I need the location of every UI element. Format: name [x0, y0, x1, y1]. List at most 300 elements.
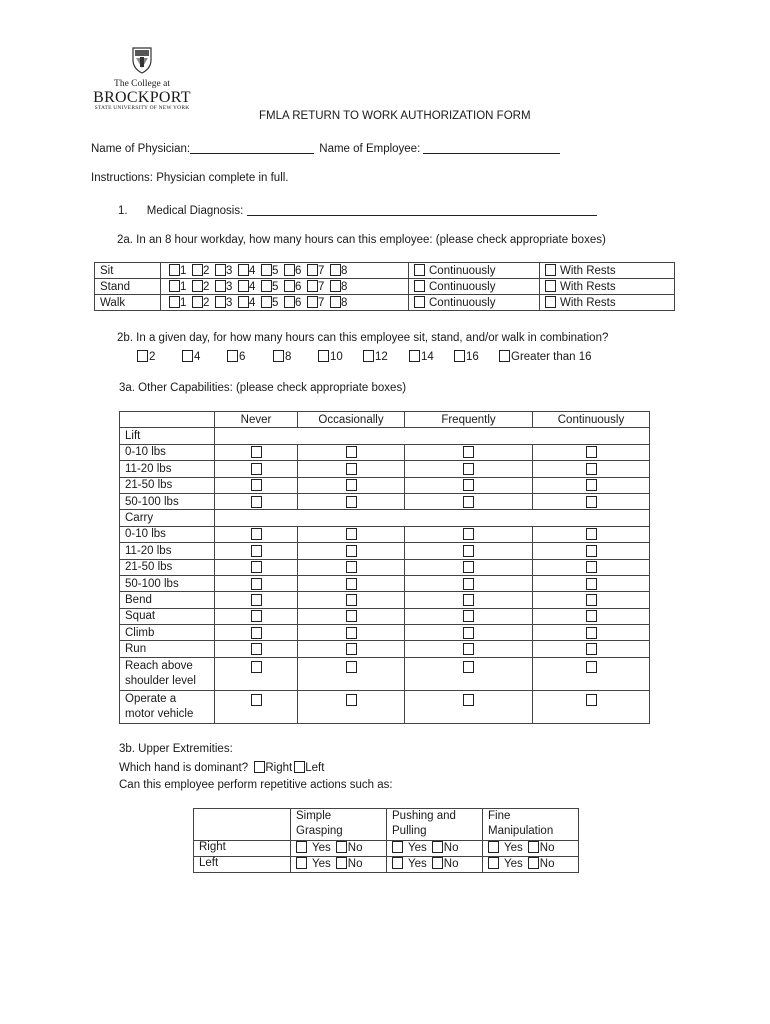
capability-row — [120, 543, 650, 559]
yes-no-cell — [291, 857, 387, 873]
capability-cell — [215, 641, 298, 657]
capability-cell — [533, 559, 650, 575]
hours-options — [161, 279, 409, 295]
capability-cell — [405, 444, 533, 460]
capability-checkbox[interactable] — [251, 463, 262, 475]
col-pushing-pulling — [387, 809, 483, 841]
combined-hours-option — [454, 350, 479, 363]
no-label: No — [539, 842, 555, 854]
hour-checkbox[interactable] — [330, 280, 341, 292]
capability-label: 21-50 lbs — [120, 559, 215, 575]
repetitive-row-label: Left — [194, 857, 291, 873]
capability-cell — [298, 526, 405, 542]
capability-cell — [298, 641, 405, 657]
capability-label: Bend — [120, 592, 215, 608]
capability-cell — [298, 657, 405, 690]
capability-checkbox[interactable] — [586, 479, 597, 491]
hour-checkbox[interactable] — [261, 264, 272, 276]
no-checkbox[interactable] — [528, 857, 539, 869]
hour-checkbox[interactable] — [330, 296, 341, 308]
yes-label: Yes — [312, 842, 331, 854]
continuously-checkbox[interactable] — [414, 280, 425, 292]
capability-cell — [533, 477, 650, 493]
capability-cell — [533, 461, 650, 477]
hour-label: 3 — [226, 281, 233, 293]
capability-checkbox[interactable] — [251, 578, 262, 590]
hour-label: 2 — [203, 297, 210, 309]
hour-checkbox[interactable] — [261, 280, 272, 292]
hour-checkbox[interactable] — [261, 296, 272, 308]
capability-row — [120, 493, 650, 509]
capability-checkbox[interactable] — [586, 627, 597, 639]
hours-row-label: Walk — [95, 295, 161, 311]
capability-cell — [215, 526, 298, 542]
capability-checkbox[interactable] — [346, 528, 357, 540]
combined-hours-option — [499, 350, 592, 363]
capability-cell — [533, 657, 650, 690]
capability-checkbox[interactable] — [463, 545, 474, 557]
capability-checkbox[interactable] — [251, 643, 262, 655]
yes-checkbox[interactable] — [488, 857, 499, 869]
capability-label-line1: Reach above — [125, 659, 193, 672]
capability-checkbox[interactable] — [251, 528, 262, 540]
yes-checkbox[interactable] — [488, 841, 499, 853]
combined-hours-option — [227, 350, 245, 363]
yes-label: Yes — [312, 858, 331, 870]
hour-checkbox[interactable] — [238, 296, 249, 308]
capability-cell — [405, 592, 533, 608]
college-logo — [92, 46, 192, 112]
capability-checkbox[interactable] — [346, 661, 357, 673]
dominant-left-label: Left — [305, 762, 325, 774]
with-rests-checkbox[interactable] — [545, 264, 556, 276]
capability-label: Run — [120, 641, 215, 657]
capability-checkbox[interactable] — [346, 643, 357, 655]
hour-label: 5 — [272, 297, 279, 309]
capability-cell — [405, 493, 533, 509]
yes-no-cell — [291, 841, 387, 857]
hour-checkbox[interactable] — [215, 280, 226, 292]
col-continuously: Continuously — [533, 412, 650, 428]
capability-checkbox[interactable] — [463, 661, 474, 673]
dominant-left-checkbox[interactable] — [294, 761, 305, 773]
hour-label: 2 — [203, 281, 210, 293]
hour-checkbox[interactable] — [307, 264, 318, 276]
capability-checkbox[interactable] — [251, 594, 262, 606]
hour-label: 6 — [295, 297, 302, 309]
capability-checkbox[interactable] — [346, 545, 357, 557]
capability-cell — [405, 608, 533, 624]
no-label: No — [443, 842, 459, 854]
hour-label: 5 — [272, 281, 279, 293]
combined-hours-checkbox[interactable] — [137, 350, 148, 362]
capability-checkbox[interactable] — [463, 594, 474, 606]
continuously-label: Continuously — [429, 265, 496, 277]
capability-checkbox[interactable] — [586, 446, 597, 458]
with-rests-cell — [540, 279, 675, 295]
logo-line-3: STATE UNIVERSITY OF NEW YORK — [94, 105, 190, 111]
capability-checkbox[interactable] — [346, 561, 357, 573]
hour-checkbox[interactable] — [284, 296, 295, 308]
repetitive-actions-table — [193, 808, 579, 873]
combined-hours-label: 8 — [285, 351, 292, 363]
capability-row — [120, 461, 650, 477]
capability-cell — [533, 575, 650, 591]
yes-checkbox[interactable] — [392, 857, 403, 869]
capability-cell — [533, 493, 650, 509]
yes-no-cell — [387, 841, 483, 857]
yes-label: Yes — [408, 842, 427, 854]
capability-checkbox[interactable] — [346, 627, 357, 639]
capability-checkbox[interactable] — [586, 496, 597, 508]
hours-row — [95, 263, 675, 279]
yes-checkbox[interactable] — [296, 841, 307, 853]
repetitive-row-label: Right — [194, 841, 291, 857]
hour-label: 7 — [318, 265, 325, 277]
capability-cell — [405, 625, 533, 641]
capability-cell — [405, 477, 533, 493]
yes-checkbox[interactable] — [296, 857, 307, 869]
capability-checkbox[interactable] — [463, 496, 474, 508]
capability-checkbox[interactable] — [586, 594, 597, 606]
employee-name-field[interactable] — [423, 141, 560, 154]
capability-cell — [215, 575, 298, 591]
capability-row — [120, 444, 650, 460]
capability-label: 11-20 lbs — [120, 543, 215, 559]
physician-label: Name of Physician: — [91, 143, 191, 155]
combined-hours-option — [318, 350, 343, 363]
capability-checkbox[interactable] — [346, 446, 357, 458]
capability-checkbox[interactable] — [251, 545, 262, 557]
hour-label: 1 — [180, 297, 187, 309]
capability-checkbox[interactable] — [463, 578, 474, 590]
repetitive-row — [194, 841, 579, 857]
capability-cell — [298, 461, 405, 477]
combined-hours-checkbox[interactable] — [318, 350, 329, 362]
names-row — [91, 141, 560, 155]
col-fine-manipulation-line1: Fine — [488, 810, 511, 822]
hour-checkbox[interactable] — [215, 264, 226, 276]
capability-cell — [298, 690, 405, 723]
combined-hours-label: 16 — [466, 351, 479, 363]
question-2a: 2a. In an 8 hour workday, how many hours can this employee: (please check appropriate boxes) — [117, 234, 606, 246]
hours-row-label: Sit — [95, 263, 161, 279]
hour-checkbox[interactable] — [238, 280, 249, 292]
capability-group-cell — [215, 510, 650, 526]
capability-checkbox[interactable] — [463, 694, 474, 706]
capability-cell — [405, 559, 533, 575]
col-fine-manipulation-line2: Manipulation — [488, 825, 554, 837]
yes-label: Yes — [504, 858, 523, 870]
capability-label-line2: shoulder level — [125, 674, 196, 687]
capability-label: 50-100 lbs — [120, 575, 215, 591]
capability-checkbox[interactable] — [346, 496, 357, 508]
combined-hours-option — [363, 350, 388, 363]
capability-checkbox[interactable] — [463, 643, 474, 655]
capability-checkbox[interactable] — [463, 528, 474, 540]
hour-label: 8 — [341, 297, 348, 309]
capability-checkbox[interactable] — [346, 479, 357, 491]
repetitive-question: Can this employee perform repetitive actions such as: — [119, 779, 393, 791]
hour-label: 7 — [318, 297, 325, 309]
capability-label: Climb — [120, 625, 215, 641]
col-pushing-pulling-line1: Pushing and — [392, 810, 456, 822]
with-rests-label: With Rests — [560, 265, 616, 277]
combined-hours-label: 14 — [421, 351, 434, 363]
capability-cell — [533, 608, 650, 624]
hour-checkbox[interactable] — [169, 296, 180, 308]
capability-cell — [533, 592, 650, 608]
yes-label: Yes — [408, 858, 427, 870]
hour-label: 4 — [249, 265, 256, 277]
hour-label: 7 — [318, 281, 325, 293]
continuously-cell — [409, 279, 540, 295]
capability-cell — [405, 461, 533, 477]
hour-label: 1 — [180, 281, 187, 293]
combined-hours-option — [409, 350, 434, 363]
question-2b: 2b. In a given day, for how many hours can this employee sit, stand, and/or walk in combination? — [117, 332, 609, 344]
hour-checkbox[interactable] — [192, 264, 203, 276]
capability-cell — [298, 625, 405, 641]
capability-row — [120, 559, 650, 575]
no-checkbox[interactable] — [432, 841, 443, 853]
yes-no-cell — [483, 857, 579, 873]
capability-checkbox[interactable] — [251, 627, 262, 639]
capability-checkbox[interactable] — [586, 561, 597, 573]
continuously-cell — [409, 295, 540, 311]
capability-checkbox[interactable] — [463, 610, 474, 622]
hour-checkbox[interactable] — [192, 280, 203, 292]
capability-cell — [215, 493, 298, 509]
repetitive-header-row — [194, 809, 579, 841]
combined-hours-checkbox[interactable] — [409, 350, 420, 362]
no-label: No — [539, 858, 555, 870]
yes-label: Yes — [504, 842, 523, 854]
hour-label: 8 — [341, 281, 348, 293]
capabilities-header-row — [120, 412, 650, 428]
capability-row — [120, 641, 650, 657]
capability-cell — [215, 543, 298, 559]
combined-hours-label: 6 — [239, 351, 246, 363]
diagnosis-field[interactable] — [247, 203, 597, 216]
col-pushing-pulling-line2: Pulling — [392, 825, 427, 837]
yes-no-cell — [483, 841, 579, 857]
capability-cell — [215, 461, 298, 477]
combined-hours-checkbox[interactable] — [454, 350, 465, 362]
capability-checkbox[interactable] — [251, 479, 262, 491]
no-checkbox[interactable] — [432, 857, 443, 869]
capability-cell — [533, 543, 650, 559]
capability-label — [120, 657, 215, 690]
capability-checkbox[interactable] — [586, 643, 597, 655]
capability-cell — [215, 592, 298, 608]
capability-checkbox[interactable] — [463, 561, 474, 573]
instructions-text: Instructions: Physician complete in full. — [91, 172, 289, 184]
capability-row — [120, 526, 650, 542]
form-title: FMLA RETURN TO WORK AUTHORIZATION FORM — [259, 110, 531, 122]
hour-label: 4 — [249, 297, 256, 309]
capability-checkbox[interactable] — [586, 694, 597, 706]
capability-checkbox[interactable] — [346, 594, 357, 606]
capability-cell — [215, 657, 298, 690]
with-rests-label: With Rests — [560, 281, 616, 293]
with-rests-checkbox[interactable] — [545, 296, 556, 308]
continuously-label: Continuously — [429, 297, 496, 309]
capability-label: 0-10 lbs — [120, 526, 215, 542]
capability-row — [120, 657, 650, 690]
capability-checkbox[interactable] — [463, 463, 474, 475]
capability-checkbox[interactable] — [251, 661, 262, 673]
hour-checkbox[interactable] — [192, 296, 203, 308]
logo-line-1: The College at — [114, 79, 170, 89]
continuously-checkbox[interactable] — [414, 296, 425, 308]
col-fine-manipulation — [483, 809, 579, 841]
capabilities-table — [119, 411, 650, 724]
heading-3b: 3b. Upper Extremities: — [119, 743, 233, 755]
capability-checkbox[interactable] — [346, 694, 357, 706]
dominant-right-checkbox[interactable] — [254, 761, 265, 773]
hour-label: 3 — [226, 297, 233, 309]
hour-label: 1 — [180, 265, 187, 277]
combined-hours-label: 10 — [330, 351, 343, 363]
diagnosis-row — [118, 203, 597, 217]
capability-cell — [405, 526, 533, 542]
capability-cell — [405, 575, 533, 591]
capability-cell — [215, 625, 298, 641]
capability-label-line1: Operate a — [125, 692, 177, 705]
capability-checkbox[interactable] — [251, 561, 262, 573]
capability-checkbox[interactable] — [463, 446, 474, 458]
yes-checkbox[interactable] — [392, 841, 403, 853]
capability-cell — [298, 493, 405, 509]
dominant-right-label: Right — [265, 762, 293, 774]
capability-checkbox[interactable] — [251, 694, 262, 706]
combined-hours-checkbox[interactable] — [499, 350, 510, 362]
capability-checkbox[interactable] — [586, 578, 597, 590]
combined-hours-label: 12 — [375, 351, 388, 363]
capability-label: 21-50 lbs — [120, 477, 215, 493]
capability-checkbox[interactable] — [586, 528, 597, 540]
hours-table — [94, 262, 675, 311]
capability-checkbox[interactable] — [463, 627, 474, 639]
continuously-label: Continuously — [429, 281, 496, 293]
combined-hours-label: 4 — [194, 351, 201, 363]
capability-cell — [405, 641, 533, 657]
capability-checkbox[interactable] — [251, 496, 262, 508]
continuously-cell — [409, 263, 540, 279]
combined-hours-checkbox[interactable] — [182, 350, 193, 362]
physician-name-field[interactable] — [190, 141, 314, 154]
capability-row — [120, 428, 650, 444]
logo-line-2: BROCKPORT — [93, 89, 191, 106]
capability-cell — [215, 559, 298, 575]
capability-checkbox[interactable] — [251, 446, 262, 458]
capability-row — [120, 625, 650, 641]
dominant-hand-row — [119, 761, 324, 774]
hour-checkbox[interactable] — [307, 280, 318, 292]
capability-row — [120, 592, 650, 608]
capability-cell — [298, 477, 405, 493]
combined-hours-label: 2 — [149, 351, 156, 363]
continuously-checkbox[interactable] — [414, 264, 425, 276]
hour-checkbox[interactable] — [169, 264, 180, 276]
capability-row — [120, 690, 650, 723]
col-simple-grasping-line2: Grasping — [296, 825, 343, 837]
capability-cell — [533, 444, 650, 460]
col-never: Never — [215, 412, 298, 428]
capability-label: 0-10 lbs — [120, 444, 215, 460]
repetitive-row — [194, 857, 579, 873]
capability-checkbox[interactable] — [346, 463, 357, 475]
hour-checkbox[interactable] — [215, 296, 226, 308]
with-rests-checkbox[interactable] — [545, 280, 556, 292]
capability-checkbox[interactable] — [586, 545, 597, 557]
capability-cell — [298, 444, 405, 460]
diagnosis-label: Medical Diagnosis: — [146, 205, 244, 217]
hour-checkbox[interactable] — [238, 264, 249, 276]
no-checkbox[interactable] — [528, 841, 539, 853]
capability-label: 11-20 lbs — [120, 461, 215, 477]
combined-hours-checkbox[interactable] — [363, 350, 374, 362]
hour-checkbox[interactable] — [169, 280, 180, 292]
hours-row — [95, 295, 675, 311]
capability-label: Squat — [120, 608, 215, 624]
hour-checkbox[interactable] — [307, 296, 318, 308]
hour-label: 6 — [295, 265, 302, 277]
yes-no-cell — [387, 857, 483, 873]
combined-hours-label: Greater than 16 — [511, 351, 592, 363]
no-checkbox[interactable] — [336, 857, 347, 869]
no-checkbox[interactable] — [336, 841, 347, 853]
capability-label-line2: motor vehicle — [125, 707, 194, 720]
hour-checkbox[interactable] — [330, 264, 341, 276]
capability-cell — [405, 690, 533, 723]
college-seal-icon — [131, 46, 153, 74]
col-simple-grasping — [291, 809, 387, 841]
capability-cell — [405, 657, 533, 690]
capability-row — [120, 575, 650, 591]
capability-checkbox[interactable] — [346, 578, 357, 590]
capability-checkbox[interactable] — [586, 661, 597, 673]
capability-cell — [533, 526, 650, 542]
combined-hours-option — [273, 350, 291, 363]
capability-cell — [215, 477, 298, 493]
employee-label: Name of Employee: — [319, 143, 421, 155]
capability-checkbox[interactable] — [463, 479, 474, 491]
capability-cell — [405, 543, 533, 559]
col-occasionally: Occasionally — [298, 412, 405, 428]
dominant-hand-question: Which hand is dominant? — [119, 762, 249, 774]
capability-label: Lift — [120, 428, 215, 444]
capability-cell — [298, 575, 405, 591]
hour-label: 5 — [272, 265, 279, 277]
capability-checkbox[interactable] — [586, 610, 597, 622]
capability-cell — [215, 608, 298, 624]
hour-checkbox[interactable] — [284, 264, 295, 276]
col-frequently: Frequently — [405, 412, 533, 428]
combined-hours-checkbox[interactable] — [227, 350, 238, 362]
capability-cell — [215, 690, 298, 723]
capability-checkbox[interactable] — [586, 463, 597, 475]
diagnosis-number: 1. — [118, 205, 128, 217]
hours-options — [161, 263, 409, 279]
with-rests-label: With Rests — [560, 297, 616, 309]
hour-checkbox[interactable] — [284, 280, 295, 292]
capability-checkbox[interactable] — [346, 610, 357, 622]
capability-row — [120, 510, 650, 526]
capability-checkbox[interactable] — [251, 610, 262, 622]
combined-hours-checkbox[interactable] — [273, 350, 284, 362]
